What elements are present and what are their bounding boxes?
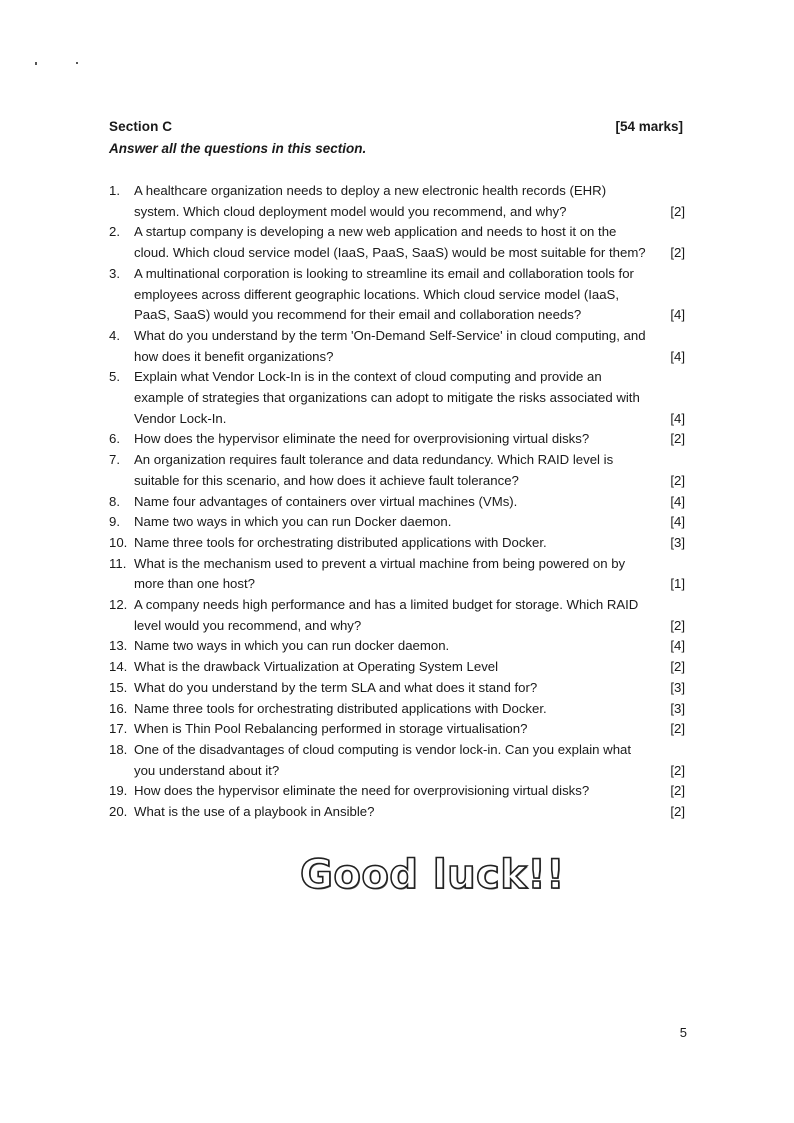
good-luck-banner: Good luck!! xyxy=(300,852,565,898)
question-text: What do you understand by the term SLA and what does it stand for? xyxy=(134,679,538,695)
question-number: 19. xyxy=(109,783,128,799)
question-item xyxy=(109,222,689,263)
question-text: A healthcare organization needs to deploy a new electronic health records (EHR) system. Which cloud deployment model would you recommend, and why? xyxy=(134,183,607,219)
question-number: 7. xyxy=(109,452,120,468)
question-item xyxy=(109,699,689,720)
question-number: 14. xyxy=(109,659,128,675)
question-marks: [4] xyxy=(670,493,685,509)
question-text: Name three tools for orchestrating distributed applications with Docker. xyxy=(134,534,547,550)
question-text: What is the mechanism used to prevent a virtual machine from being powered on by more than one host? xyxy=(134,555,626,592)
question-number: 15. xyxy=(109,679,128,695)
question-item xyxy=(109,636,689,657)
question-number: 18. xyxy=(109,741,128,757)
question-item xyxy=(109,719,689,740)
question-number: 8. xyxy=(109,493,120,509)
question-text: Name two ways in which you can run docker daemon. xyxy=(134,638,450,654)
question-item xyxy=(109,678,689,699)
question-text: An organization requires fault tolerance and data redundancy. Which RAID level is suitable for this scenario, and how does it achieve fault tolerance? xyxy=(134,452,614,488)
scan-speck xyxy=(76,62,78,64)
question-text: Name three tools for orchestrating distributed applications with Docker. xyxy=(134,700,547,716)
question-item xyxy=(109,264,689,326)
question-item xyxy=(109,554,689,595)
question-marks: [1] xyxy=(670,576,685,592)
question-item xyxy=(109,657,689,678)
question-list xyxy=(109,181,689,823)
question-text: Name two ways in which you can run Docker daemon. xyxy=(134,514,452,530)
question-item xyxy=(109,367,689,429)
question-number: 17. xyxy=(109,721,128,737)
question-marks: [4] xyxy=(670,514,685,530)
question-text: One of the disadvantages of cloud computing is vendor lock-in. Can you explain what you understand about it? xyxy=(134,741,632,778)
question-text: What is the drawback Virtualization at Operating System Level xyxy=(134,659,499,675)
section-title: Section C xyxy=(109,119,173,134)
question-marks: [4] xyxy=(670,307,685,323)
question-marks: [4] xyxy=(670,410,685,426)
question-marks: [3] xyxy=(670,700,685,716)
question-text: Explain what Vendor Lock-In is in the context of cloud computing and provide an example of strategies that organizations can adopt to mitigate the risks associated with Vendor Lock-In. xyxy=(134,369,640,426)
question-item xyxy=(109,781,689,802)
question-marks: [2] xyxy=(670,431,685,447)
page-number: 5 xyxy=(679,1025,687,1040)
question-text: A multinational corporation is looking to streamline its email and collaboration tools for employees across different geographic locations. Which cloud service model (IaaS, PaaS, SaaS) would you recommend for their email and collaboration needs? xyxy=(134,265,634,323)
question-marks: [2] xyxy=(670,783,685,799)
question-item xyxy=(109,326,689,367)
question-item xyxy=(109,492,689,513)
question-number: 9. xyxy=(109,514,120,530)
question-text: What do you understand by the term 'On-Demand Self-Service' in cloud computing, and how does it benefit organizations? xyxy=(134,327,646,364)
question-text: A startup company is developing a new web application and needs to host it on the cloud. Which cloud service model (IaaS, PaaS, SaaS) would be most suitable for them? xyxy=(134,224,646,261)
section-marks: [54 marks] xyxy=(615,119,683,134)
question-item xyxy=(109,595,689,636)
question-text: How does the hypervisor eliminate the need for overprovisioning virtual disks? xyxy=(134,783,590,799)
question-number: 10. xyxy=(109,534,128,550)
question-item xyxy=(109,429,689,450)
question-item xyxy=(109,512,689,533)
question-marks: [2] xyxy=(670,721,685,737)
question-number: 3. xyxy=(109,265,120,281)
question-marks: [2] xyxy=(670,472,685,488)
question-number: 11. xyxy=(109,555,127,571)
question-item xyxy=(109,450,689,491)
question-number: 2. xyxy=(109,224,120,240)
question-number: 4. xyxy=(109,327,120,343)
question-item xyxy=(109,802,689,823)
question-text: Name four advantages of containers over virtual machines (VMs). xyxy=(134,493,518,509)
question-number: 20. xyxy=(109,804,128,820)
section-instruction: Answer all the questions in this section. xyxy=(109,141,367,156)
question-text: How does the hypervisor eliminate the need for overprovisioning virtual disks? xyxy=(134,431,590,447)
question-item xyxy=(109,533,689,554)
question-number: 5. xyxy=(109,369,120,385)
question-marks: [4] xyxy=(670,348,685,364)
question-marks: [2] xyxy=(670,762,685,778)
question-number: 12. xyxy=(109,597,128,613)
question-number: 16. xyxy=(109,700,128,716)
question-marks: [2] xyxy=(670,245,685,261)
question-number: 6. xyxy=(109,431,120,447)
question-marks: [4] xyxy=(670,638,685,654)
question-marks: [3] xyxy=(670,534,685,550)
question-marks: [2] xyxy=(670,617,685,633)
question-text: What is the use of a playbook in Ansible? xyxy=(134,804,375,820)
question-marks: [3] xyxy=(670,679,685,695)
question-marks: [2] xyxy=(670,203,685,219)
scan-speck xyxy=(35,62,37,65)
question-item xyxy=(109,181,689,222)
question-item xyxy=(109,740,689,781)
question-marks: [2] xyxy=(670,659,685,675)
question-marks: [2] xyxy=(670,804,685,820)
question-number: 13. xyxy=(109,638,128,654)
question-number: 1. xyxy=(109,183,120,198)
question-text: A company needs high performance and has a limited budget for storage. Which RAID level would you recommend, and why? xyxy=(134,597,639,633)
question-text: When is Thin Pool Rebalancing performed in storage virtualisation? xyxy=(134,721,528,737)
